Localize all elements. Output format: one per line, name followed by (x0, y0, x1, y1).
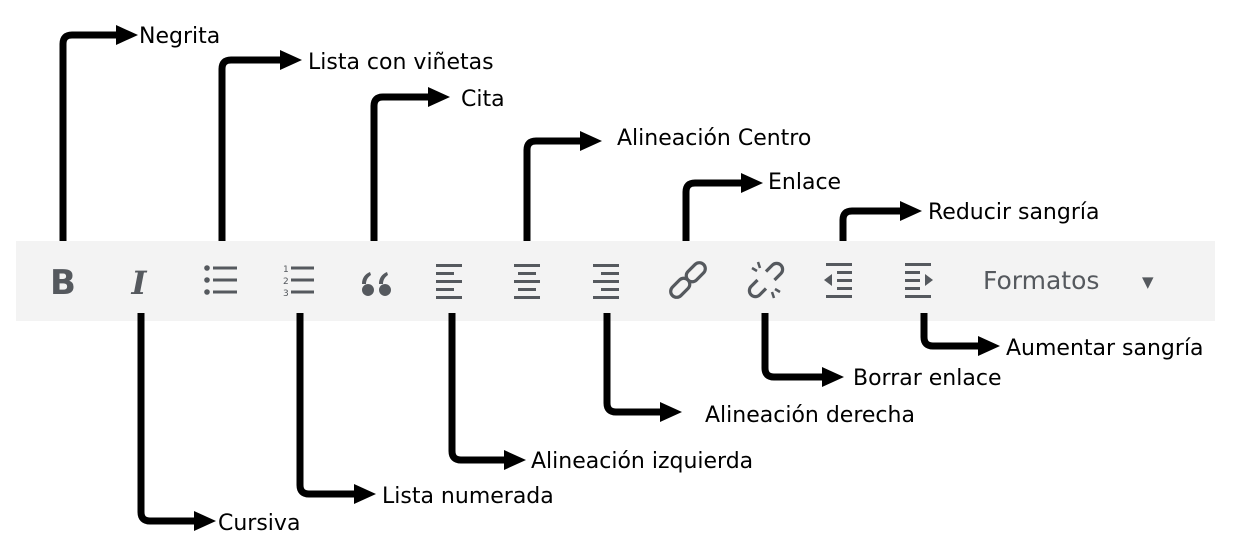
callout-unlink (765, 313, 1001, 391)
formats-dropdown-label: Formatos (983, 266, 1100, 295)
callout-label-align-right: Alineación derecha (705, 403, 915, 428)
callout-label-align-left: Alineación izquierda (531, 449, 754, 474)
svg-text:2: 2 (283, 277, 289, 287)
italic-button[interactable] (131, 264, 148, 302)
callout-label-indent: Aumentar sangría (1006, 336, 1204, 361)
bold-button[interactable] (50, 263, 76, 303)
callout-label-unlink: Borrar enlace (853, 366, 1002, 391)
callout-numbered-list (300, 313, 554, 509)
callout-label-italic: Cursiva (218, 511, 301, 536)
callout-align-left (452, 313, 753, 474)
chevron-down-icon: ▼ (1142, 273, 1154, 291)
callout-quote (374, 87, 505, 241)
callout-label-quote: Cita (461, 87, 505, 112)
callout-label-bold: Negrita (139, 24, 221, 49)
callout-label-link: Enlace (768, 170, 842, 195)
svg-text:3: 3 (283, 289, 289, 299)
callout-label-numbered-list: Lista numerada (382, 484, 554, 509)
callout-label-bullet-list: Lista con viñetas (308, 50, 494, 75)
bold-icon: B (50, 263, 76, 303)
callout-label-align-center: Alineación Centro (617, 126, 812, 151)
italic-icon: I (131, 264, 147, 302)
callout-outdent (843, 200, 1099, 241)
callout-italic (141, 313, 300, 536)
callout-link (686, 170, 841, 241)
callout-bold (63, 24, 220, 241)
callout-bullet-list (222, 50, 494, 241)
callout-label-outdent: Reducir sangría (928, 200, 1100, 225)
svg-text:1: 1 (283, 265, 289, 275)
